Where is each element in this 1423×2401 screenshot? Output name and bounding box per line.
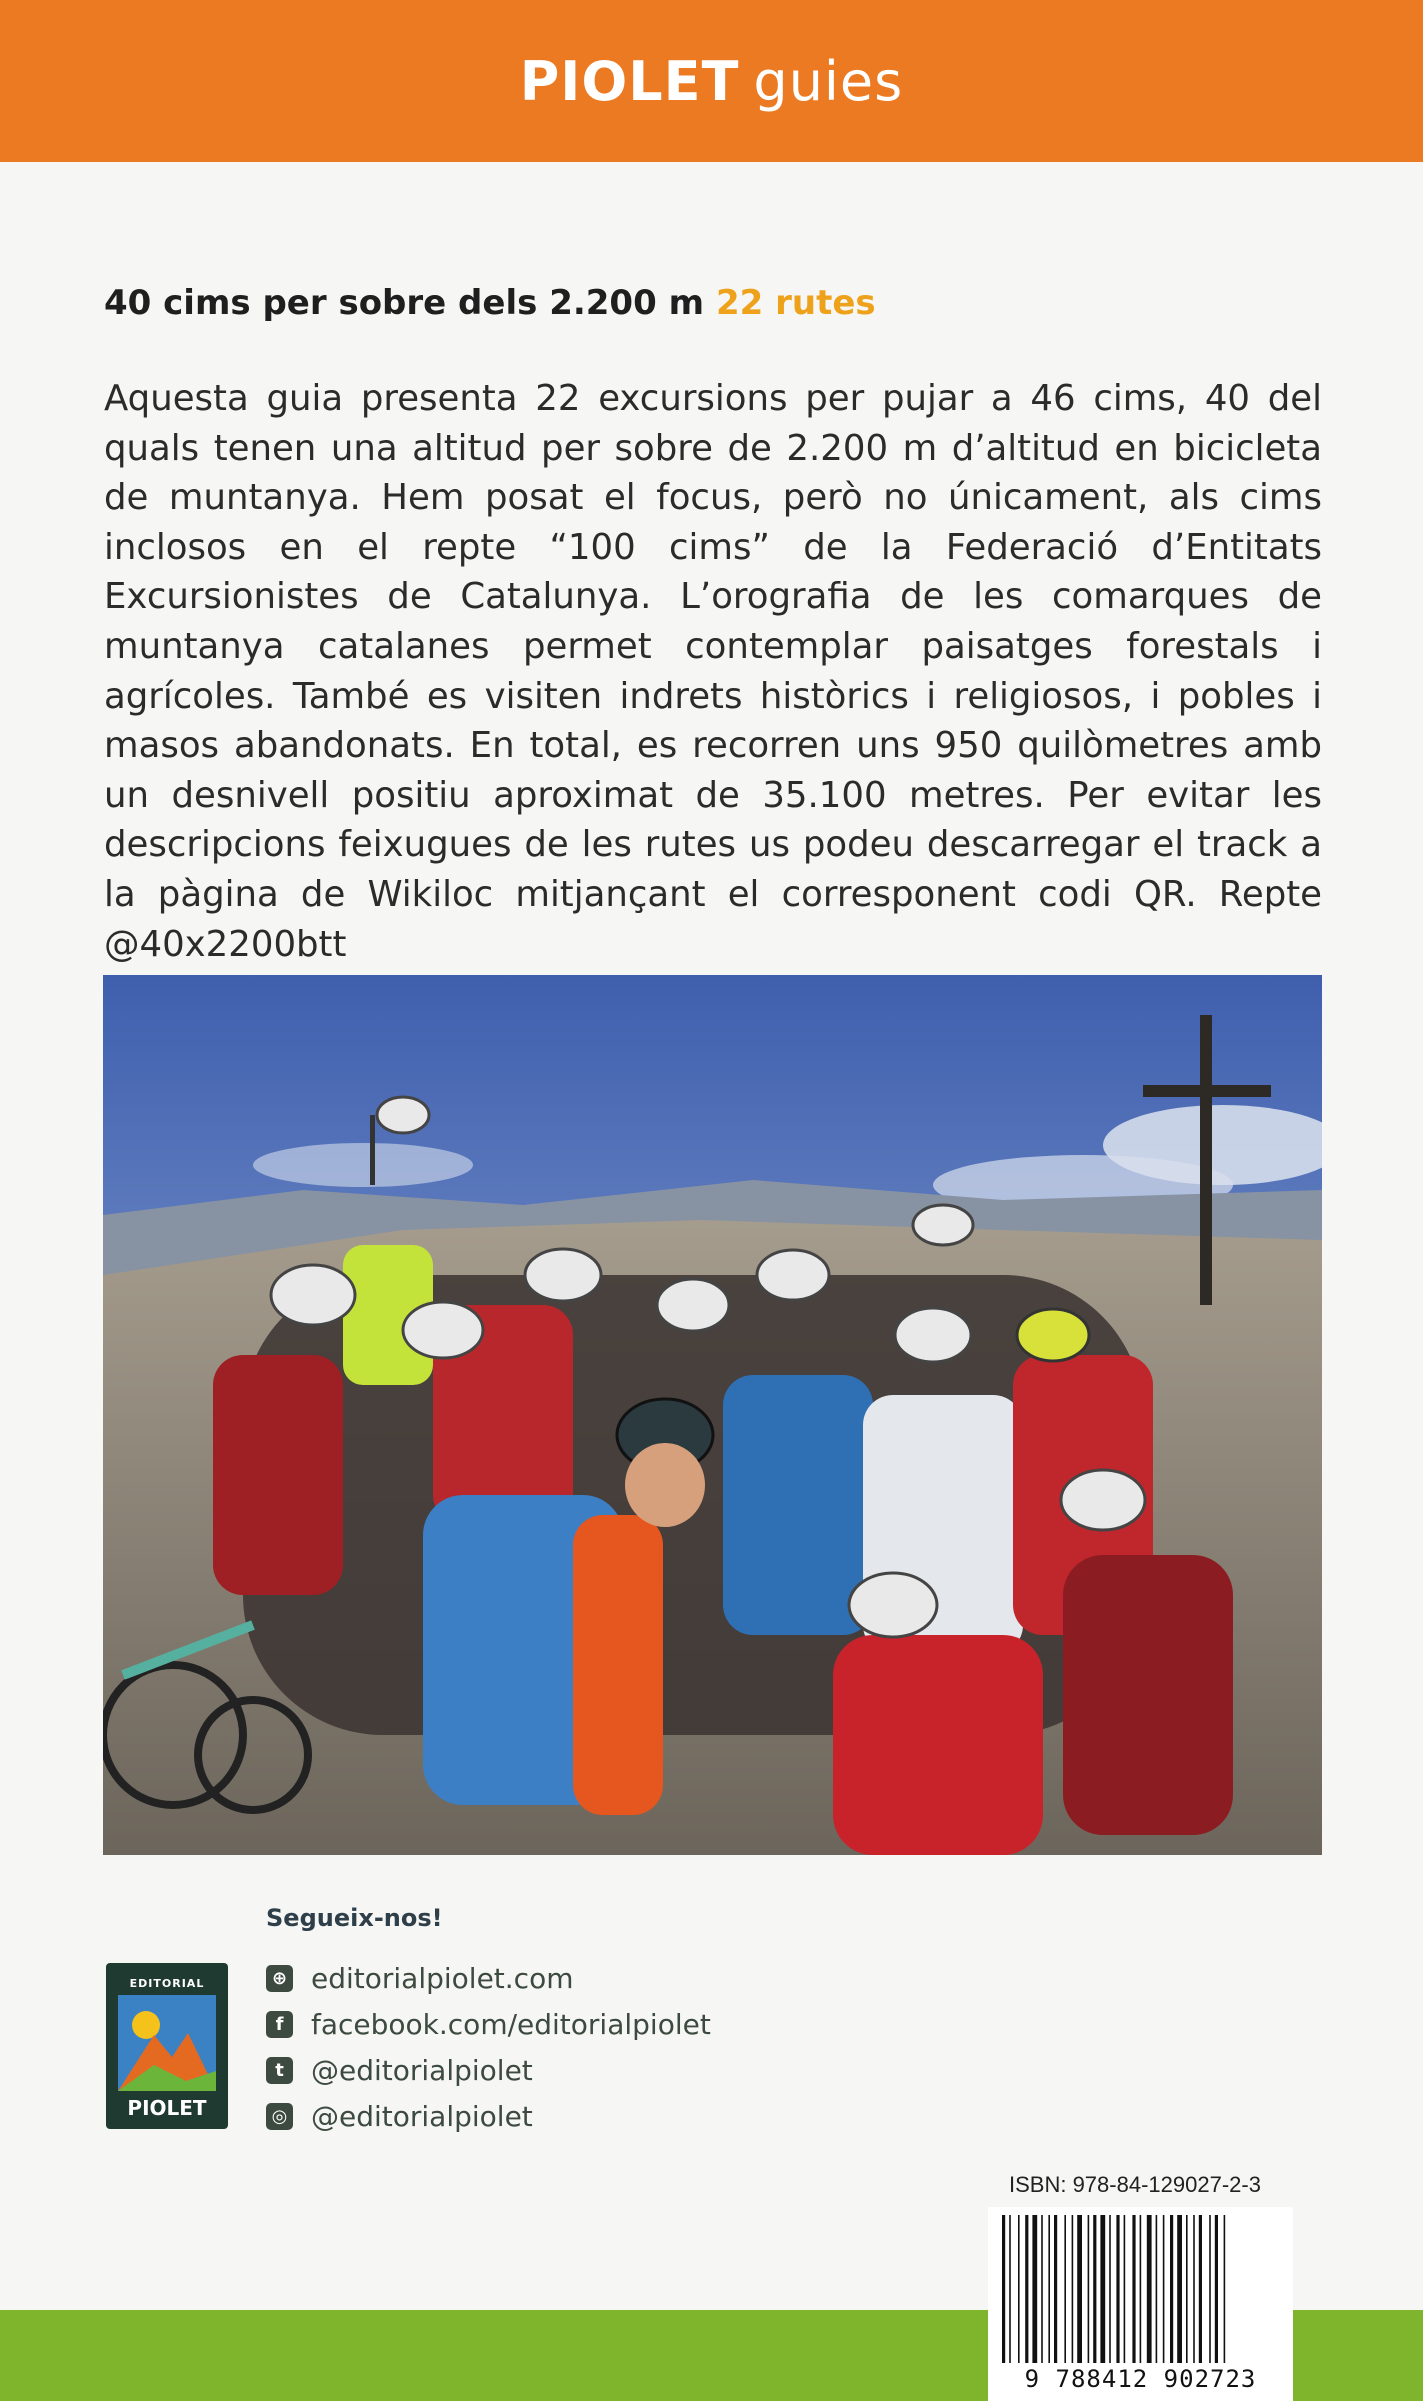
barcode-bar — [1156, 2215, 1158, 2363]
barcode-bar — [1140, 2215, 1142, 2363]
barcode-number: 9 788412 902723 — [1024, 2365, 1257, 2393]
facebook-link[interactable]: facebook.com/editorialpiolet — [311, 2007, 711, 2041]
series-brand — [520, 50, 904, 113]
globe-icon: ⊕ — [266, 1965, 293, 1992]
barcode-bar — [1109, 2215, 1111, 2363]
barcode-bar — [1209, 2215, 1211, 2363]
facebook-icon: f — [266, 2011, 293, 2038]
subtitle-accent: 22 rutes — [716, 283, 876, 323]
barcode — [988, 2207, 1293, 2401]
barcode-bar — [1224, 2215, 1226, 2363]
book-subtitle — [104, 283, 876, 323]
barcode-bar — [1100, 2215, 1105, 2363]
barcode-bar — [1177, 2215, 1182, 2363]
barcode-bar — [1132, 2215, 1135, 2363]
social-website[interactable] — [266, 1955, 711, 2001]
barcode-bar — [1064, 2215, 1066, 2363]
logo-top-text: EDITORIAL — [129, 1977, 205, 1990]
barcode-bar — [1186, 2215, 1188, 2363]
barcode-bar — [1072, 2215, 1074, 2363]
barcode-bar — [1077, 2215, 1082, 2363]
social-links — [266, 1955, 711, 2139]
instagram-icon: ◎ — [266, 2103, 293, 2130]
barcode-bar — [1163, 2215, 1165, 2363]
barcode-bar — [1048, 2215, 1050, 2363]
isbn-label: ISBN: 978-84-129027-2-3 — [1009, 2172, 1261, 2197]
instagram-link[interactable]: @editorialpiolet — [311, 2099, 533, 2133]
editorial-piolet-logo — [106, 1963, 228, 2129]
barcode-bar — [1116, 2215, 1119, 2363]
barcode-bar — [1147, 2215, 1152, 2363]
description-text: Aquesta guia presenta 22 excursions per pujar a 46 cims, 40 del quals tenen una altitud per sobre de 2.200 m d’altitud en bicicleta de muntanya. Hem posat el focus, però no únicament, als cims inclosos en el repte “100 cims” de la Federació d’Entitats Excursionistes de Catalunya. L’orografia de les comarques de muntanya catalanes permet contemplar paisatges forestals i agrícoles. També es visiten indrets històrics i religiosos, i pobles i masos abandonats. En total, es recorren uns 950 quilòmetres amb un desnivell positiu aproximat de 35.100 metres. Per evitar les descripcions feixugues de les rutes us podeu descarregar el track a la pàgina de Wikiloc mitjançant el corresponent codi QR. Repte @40x2200btt — [104, 378, 1322, 965]
barcode-bar — [1002, 2215, 1005, 2363]
brand-light: guies — [753, 49, 904, 113]
barcode-bar — [1093, 2215, 1096, 2363]
follow-us-label: Segueix-nos! — [266, 1904, 443, 1932]
social-twitter[interactable] — [266, 2047, 711, 2093]
subtitle-main: 40 cims per sobre dels 2.200 m — [104, 283, 704, 323]
barcode-bar — [1054, 2215, 1057, 2363]
social-facebook[interactable] — [266, 2001, 711, 2047]
barcode-bar — [1170, 2215, 1173, 2363]
group-of-cyclists-on-summit-photo — [103, 975, 1322, 1855]
logo-bottom-text: PIOLET — [127, 2096, 207, 2120]
barcode-bar — [1193, 2215, 1195, 2363]
header-band — [0, 0, 1423, 162]
twitter-icon: t — [266, 2057, 293, 2084]
barcode-bar — [1009, 2215, 1011, 2363]
barcode-bar — [1018, 2215, 1020, 2363]
twitter-link[interactable]: @editorialpiolet — [311, 2053, 533, 2087]
barcode-bar — [1025, 2215, 1028, 2363]
barcode-bar — [1124, 2215, 1126, 2363]
website-link[interactable]: editorialpiolet.com — [311, 1961, 574, 1995]
brand-bold: PIOLET — [519, 49, 740, 113]
barcode-bar — [1032, 2215, 1037, 2363]
barcode-bar — [1088, 2215, 1090, 2363]
barcode-bar — [1041, 2215, 1043, 2363]
barcode-bar — [1215, 2215, 1218, 2363]
social-instagram[interactable] — [266, 2093, 711, 2139]
barcode-bar — [1199, 2215, 1202, 2363]
